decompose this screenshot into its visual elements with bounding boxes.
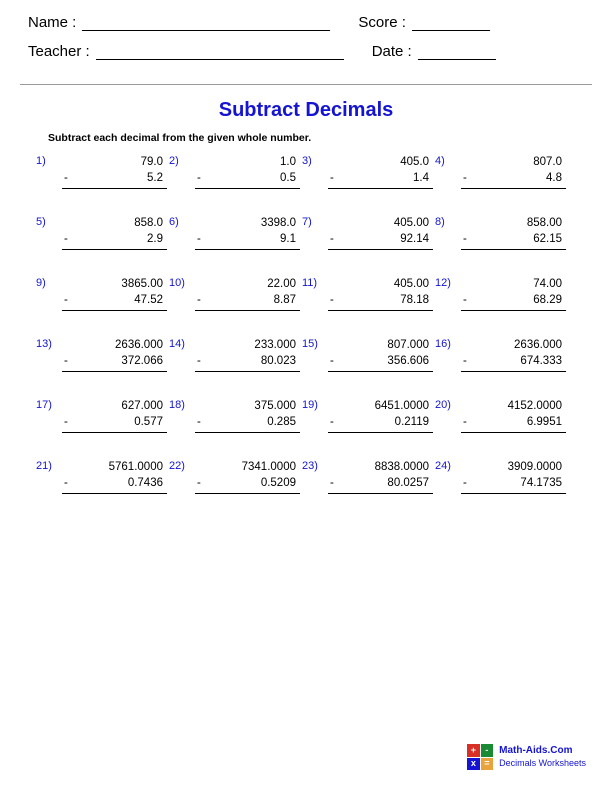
subtrahend: 4.8 <box>546 172 562 184</box>
problem-body <box>62 154 169 189</box>
problem-number: 20) <box>435 399 451 411</box>
problem-number: 19) <box>302 399 318 411</box>
subtrahend-line <box>195 353 302 369</box>
problem-18 <box>169 398 302 433</box>
problem-row <box>36 459 590 494</box>
problem-19 <box>302 398 435 433</box>
problem-body <box>62 459 169 494</box>
problem-row <box>36 276 590 311</box>
minuend: 3909.0000 <box>507 461 562 473</box>
problem-number: 15) <box>302 338 318 350</box>
problem-number: 10) <box>169 277 185 289</box>
subtrahend-line <box>62 170 169 186</box>
minus-sign: - <box>197 477 201 489</box>
minus-sign: - <box>330 477 334 489</box>
answer-rule[interactable] <box>62 310 167 311</box>
problem-number: 14) <box>169 338 185 350</box>
problem-9 <box>36 276 169 311</box>
problem-body <box>461 459 568 494</box>
answer-rule[interactable] <box>461 249 566 250</box>
answer-rule[interactable] <box>62 188 167 189</box>
problem-24 <box>435 459 568 494</box>
answer-rule[interactable] <box>461 371 566 372</box>
subtrahend-line <box>62 475 169 491</box>
problem-body <box>62 398 169 433</box>
subtrahend-line <box>461 353 568 369</box>
problem-number: 6) <box>169 216 179 228</box>
subtrahend: 6.9951 <box>526 416 562 428</box>
minus-sign: - <box>197 416 201 428</box>
minus-sign: - <box>463 477 467 489</box>
problem-row <box>36 154 590 189</box>
problem-number: 18) <box>169 399 185 411</box>
subtrahend: 5.2 <box>147 172 163 184</box>
minuend: 405.0 <box>400 156 429 168</box>
problem-number: 21) <box>36 460 52 472</box>
answer-rule[interactable] <box>62 493 167 494</box>
problem-body <box>62 276 169 311</box>
problem-1 <box>36 154 169 189</box>
problem-number: 16) <box>435 338 451 350</box>
minuend: 233.000 <box>254 339 296 351</box>
subtrahend: 0.5 <box>280 172 296 184</box>
answer-rule[interactable] <box>461 432 566 433</box>
answer-rule[interactable] <box>195 371 300 372</box>
score-input[interactable] <box>412 16 490 31</box>
problem-number: 24) <box>435 460 451 472</box>
problem-10 <box>169 276 302 311</box>
header-divider <box>20 84 592 85</box>
name-label: Name : <box>28 14 77 31</box>
subtrahend-line <box>62 231 169 247</box>
subtrahend: 0.2119 <box>394 416 429 428</box>
minuend: 2636.000 <box>115 339 163 351</box>
problem-body <box>195 276 302 311</box>
problem-8 <box>435 215 568 250</box>
minus-sign: - <box>330 233 334 245</box>
problem-body <box>195 337 302 372</box>
problem-body <box>461 276 568 311</box>
subtrahend: 74.1735 <box>520 477 562 489</box>
answer-rule[interactable] <box>195 188 300 189</box>
subtrahend-line <box>461 292 568 308</box>
problem-13 <box>36 337 169 372</box>
worksheet-header <box>0 0 612 80</box>
subtrahend-line <box>328 231 435 247</box>
subtrahend-line <box>195 292 302 308</box>
answer-rule[interactable] <box>328 432 433 433</box>
problem-3 <box>302 154 435 189</box>
subtrahend: 2.9 <box>147 233 163 245</box>
problem-body <box>461 398 568 433</box>
minuend: 3865.00 <box>121 278 163 290</box>
problem-number: 3) <box>302 155 312 167</box>
minuend: 858.00 <box>526 217 562 229</box>
instructions-text: Subtract each decimal from the given whole number. <box>48 132 312 144</box>
problem-body <box>62 337 169 372</box>
site-subtitle[interactable]: Decimals Worksheets <box>499 757 586 768</box>
minus-sign: - <box>64 172 68 184</box>
subtrahend: 356.606 <box>387 355 429 367</box>
subtrahend-line <box>195 475 302 491</box>
multiply-icon: x <box>467 758 480 771</box>
subtrahend-line <box>195 170 302 186</box>
answer-rule[interactable] <box>195 310 300 311</box>
minuend: 3398.0 <box>260 217 296 229</box>
minuend: 405.00 <box>393 217 429 229</box>
minuend: 405.00 <box>393 278 429 290</box>
answer-rule[interactable] <box>62 371 167 372</box>
minuend: 74.00 <box>533 278 562 290</box>
answer-rule[interactable] <box>328 371 433 372</box>
problem-body <box>195 215 302 250</box>
problem-number: 23) <box>302 460 318 472</box>
minus-sign: - <box>197 355 201 367</box>
minus-sign: - <box>330 355 334 367</box>
subtrahend-line <box>461 170 568 186</box>
answer-rule[interactable] <box>461 493 566 494</box>
minuend: 22.00 <box>267 278 296 290</box>
problem-number: 12) <box>435 277 451 289</box>
minus-sign: - <box>463 294 467 306</box>
answer-rule[interactable] <box>328 310 433 311</box>
problem-17 <box>36 398 169 433</box>
subtrahend-line <box>195 231 302 247</box>
date-input[interactable] <box>418 45 496 60</box>
subtrahend: 8.87 <box>273 294 296 306</box>
teacher-input[interactable] <box>96 45 344 60</box>
problem-number: 7) <box>302 216 312 228</box>
problem-22 <box>169 459 302 494</box>
minus-sign: - <box>197 233 201 245</box>
problem-12 <box>435 276 568 311</box>
minus-icon: - <box>481 744 494 757</box>
subtrahend-line <box>461 475 568 491</box>
answer-rule[interactable] <box>195 493 300 494</box>
problem-7 <box>302 215 435 250</box>
minuend: 858.0 <box>134 217 163 229</box>
problem-6 <box>169 215 302 250</box>
problem-5 <box>36 215 169 250</box>
minus-sign: - <box>64 355 68 367</box>
answer-rule[interactable] <box>328 249 433 250</box>
problem-2 <box>169 154 302 189</box>
subtrahend: 1.4 <box>413 172 429 184</box>
problem-21 <box>36 459 169 494</box>
problem-body <box>328 154 435 189</box>
minuend: 807.000 <box>387 339 429 351</box>
subtrahend-line <box>62 292 169 308</box>
problem-body <box>461 154 568 189</box>
problem-body <box>62 215 169 250</box>
subtrahend: 47.52 <box>134 294 163 306</box>
problem-number: 8) <box>435 216 445 228</box>
problem-number: 13) <box>36 338 52 350</box>
name-input[interactable] <box>82 16 330 31</box>
problem-body <box>195 459 302 494</box>
plus-icon: + <box>467 744 480 757</box>
subtrahend: 0.7436 <box>127 477 163 489</box>
problem-11 <box>302 276 435 311</box>
problem-number: 22) <box>169 460 185 472</box>
subtrahend-line <box>461 231 568 247</box>
answer-rule[interactable] <box>461 188 566 189</box>
score-label: Score : <box>358 14 406 31</box>
subtrahend-line <box>328 475 435 491</box>
subtrahend-line <box>62 414 169 430</box>
minus-sign: - <box>64 416 68 428</box>
subtrahend: 80.0257 <box>387 477 429 489</box>
minuend: 4152.0000 <box>507 400 562 412</box>
subtrahend: 92.14 <box>400 233 429 245</box>
page-title: Subtract Decimals <box>218 99 394 121</box>
subtrahend-line <box>328 170 435 186</box>
problem-body <box>328 398 435 433</box>
answer-rule[interactable] <box>195 249 300 250</box>
answer-rule[interactable] <box>62 249 167 250</box>
problem-body <box>328 276 435 311</box>
answer-rule[interactable] <box>328 188 433 189</box>
subtrahend: 0.285 <box>267 416 296 428</box>
problem-row <box>36 398 590 433</box>
equals-icon: = <box>481 758 494 771</box>
minus-sign: - <box>463 355 467 367</box>
subtrahend: 0.577 <box>134 416 163 428</box>
problem-number: 9) <box>36 277 46 289</box>
date-label: Date : <box>371 43 412 60</box>
subtrahend: 68.29 <box>533 294 562 306</box>
subtrahend-line <box>328 353 435 369</box>
teacher-label: Teacher : <box>28 43 90 60</box>
subtrahend-line <box>328 292 435 308</box>
problem-15 <box>302 337 435 372</box>
subtrahend: 674.333 <box>520 355 562 367</box>
answer-rule[interactable] <box>461 310 566 311</box>
problem-number: 5) <box>36 216 46 228</box>
math-symbols-icon <box>467 744 493 770</box>
problem-4 <box>435 154 568 189</box>
subtrahend: 78.18 <box>400 294 429 306</box>
problem-number: 11) <box>302 277 318 289</box>
minuend: 6451.0000 <box>374 400 429 412</box>
minus-sign: - <box>330 416 334 428</box>
answer-rule[interactable] <box>328 493 433 494</box>
problem-number: 4) <box>435 155 445 167</box>
minuend: 375.000 <box>254 400 296 412</box>
problem-body <box>195 154 302 189</box>
subtrahend-line <box>461 414 568 430</box>
problem-number: 2) <box>169 155 179 167</box>
minus-sign: - <box>330 294 334 306</box>
problem-20 <box>435 398 568 433</box>
site-logo[interactable] <box>467 744 586 770</box>
problem-body <box>461 337 568 372</box>
minuend: 1.0 <box>280 156 296 168</box>
problem-row <box>36 337 590 372</box>
site-name[interactable]: Math-Aids.Com <box>499 745 573 757</box>
problem-row <box>36 215 590 250</box>
minus-sign: - <box>463 233 467 245</box>
problem-grid <box>0 154 612 494</box>
subtrahend: 0.5209 <box>260 477 296 489</box>
minus-sign: - <box>463 416 467 428</box>
minus-sign: - <box>64 233 68 245</box>
minuend: 5761.0000 <box>108 461 163 473</box>
header-row-name <box>28 14 584 31</box>
problem-number: 1) <box>36 155 46 167</box>
problem-body <box>195 398 302 433</box>
minus-sign: - <box>330 172 334 184</box>
problem-23 <box>302 459 435 494</box>
minus-sign: - <box>64 477 68 489</box>
answer-rule[interactable] <box>62 432 167 433</box>
minuend: 7341.0000 <box>241 461 296 473</box>
subtrahend-line <box>62 353 169 369</box>
answer-rule[interactable] <box>195 432 300 433</box>
problem-body <box>328 459 435 494</box>
subtrahend: 372.066 <box>121 355 163 367</box>
minuend: 8838.0000 <box>374 461 429 473</box>
problem-body <box>328 337 435 372</box>
problem-body <box>328 215 435 250</box>
problem-body <box>461 215 568 250</box>
subtrahend-line <box>195 414 302 430</box>
minuend: 627.000 <box>121 400 163 412</box>
minuend: 2636.000 <box>514 339 562 351</box>
subtrahend: 80.023 <box>260 355 296 367</box>
minuend: 79.0 <box>140 156 163 168</box>
problem-16 <box>435 337 568 372</box>
header-row-teacher <box>28 43 584 60</box>
logo-text <box>499 745 586 769</box>
minuend: 807.0 <box>533 156 562 168</box>
minus-sign: - <box>64 294 68 306</box>
subtrahend: 62.15 <box>533 233 562 245</box>
minus-sign: - <box>463 172 467 184</box>
minus-sign: - <box>197 172 201 184</box>
subtrahend: 9.1 <box>280 233 296 245</box>
subtrahend-line <box>328 414 435 430</box>
problem-number: 17) <box>36 399 52 411</box>
minus-sign: - <box>197 294 201 306</box>
problem-14 <box>169 337 302 372</box>
